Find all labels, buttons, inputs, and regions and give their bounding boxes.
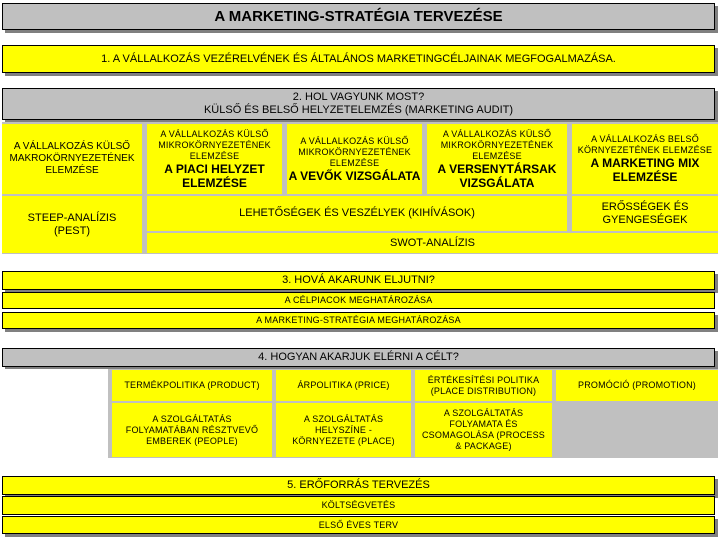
process-package-box (415, 403, 552, 457)
step1-label: 1. A VÁLLALKOZÁS VEZÉRELVÉNEK ÉS ÁLTALÁNOS MARKETINGCÉLJAINAK MEGFOGALMAZÁSA. (101, 52, 616, 65)
step3-header (2, 271, 715, 290)
step4-title: 4. HOGYAN AKARJUK ELÉRNI A CÉLT? (258, 351, 459, 363)
macro-analysis-label: A VÁLLALKOZÁS KÜLSŐ MAKROKÖRNYEZETÉNEK ELEMZÉSE (9, 141, 135, 176)
market-analysis-box (147, 124, 282, 194)
place-policy-label: ÉRTÉKESÍTÉSI POLITIKA (PLACE DISTRIBUTION) (427, 374, 540, 396)
competitor-analysis-box (427, 124, 567, 194)
step2-title: 2. HOL VAGYUNK MOST? (292, 91, 425, 103)
price-policy-box (276, 370, 411, 401)
promotion-box (556, 370, 718, 401)
market-analysis-small: A VÁLLALKOZÁS KÜLSŐ MIKROKÖRNYEZETÉNEK ELEMZÉSE (158, 128, 271, 161)
step2-subtitle: KÜLSŐ ÉS BELSŐ HELYZETELEMZÉS (MARKETING AUDIT) (203, 104, 514, 116)
opportunities-threats-label: LEHETŐSÉGEK ÉS VESZÉLYEK (KIHÍVÁSOK) (239, 207, 475, 219)
physical-place-label: A SZOLGÁLTATÁS HELYSZÍNE - KÖRNYEZETE (PLACE) (292, 413, 395, 446)
marketing-mix-analysis-box (572, 124, 718, 194)
macro-analysis-box (2, 124, 142, 194)
budget-label: KÖLTSÉGVETÉS (321, 500, 396, 510)
product-policy-label: TERMÉKPOLITIKA (PRODUCT) (124, 380, 260, 390)
step3-title: 3. HOVÁ AKARUNK ELJUTNI? (282, 274, 435, 286)
step5-header (2, 476, 715, 495)
step1-box (2, 45, 715, 73)
physical-place-box (276, 403, 411, 457)
product-policy-box (112, 370, 272, 401)
swot-box (147, 233, 718, 253)
step4-left-blank (2, 369, 108, 458)
people-box (112, 403, 272, 457)
strengths-weaknesses-box (572, 196, 718, 231)
target-market-label: A CÉLPIACOK MEGHATÁROZÁSA (284, 295, 433, 305)
page-title: A MARKETING-STRATÉGIA TERVEZÉSE (2, 3, 715, 30)
competitor-analysis-title: A VERSENYTÁRSAK VIZSGÁLATA (437, 161, 557, 190)
step5-title: 5. ERŐFORRÁS TERVEZÉS (287, 479, 430, 491)
budget-box (2, 496, 715, 515)
customer-analysis-small: A VÁLLALKOZÁS KÜLSŐ MIKROKÖRNYEZETÉNEK ELEMZÉSE (298, 135, 411, 168)
marketing-mix-analysis-small: A VÁLLALKOZÁS BELSŐ KÖRNYEZETÉNEK ELEMZÉSE (577, 134, 713, 155)
strategy-label: A MARKETING-STRATÉGIA MEGHATÁROZÁSA (256, 315, 461, 325)
step4-header (2, 348, 715, 367)
process-package-label: A SZOLGÁLTATÁS FOLYAMATA ÉS CSOMAGOLÁSA (PROCESS & PACKAGE) (421, 408, 546, 451)
swot-label: SWOT-ANALÍZIS (390, 236, 475, 249)
first-year-plan-label: ELSŐ ÉVES TERV (318, 519, 399, 530)
strengths-weaknesses-label: ERŐSSÉGEK ÉS GYENGESÉGEK (601, 200, 689, 226)
price-policy-label: ÁRPOLITIKA (PRICE) (297, 380, 390, 390)
promotion-label: PROMÓCIÓ (PROMOTION) (578, 380, 696, 390)
competitor-analysis-small: A VÁLLALKOZÁS KÜLSŐ MIKROKÖRNYEZETÉNEK ELEMZÉSE (440, 128, 554, 161)
place-policy-box (415, 370, 552, 401)
customer-analysis-box (287, 124, 422, 194)
marketing-mix-analysis-title: A MARKETING MIX ELEMZÉSE (590, 156, 700, 184)
opportunities-threats-box (147, 196, 567, 231)
steep-analysis-label: STEEP-ANALÍZIS (PEST) (27, 211, 117, 237)
target-market-box (2, 292, 715, 309)
first-year-plan-box (2, 516, 715, 534)
steep-analysis-box (2, 196, 142, 253)
step2-header (2, 88, 715, 120)
people-label: A SZOLGÁLTATÁS FOLYAMATÁBAN RÉSZTVEVŐ EMBEREK (PEOPLE) (125, 413, 259, 446)
strategy-box (2, 312, 715, 329)
market-analysis-title: A PIACI HELYZET ELEMZÉSE (164, 161, 265, 190)
customer-analysis-title: A VEVŐK VIZSGÁLATA (288, 168, 421, 183)
